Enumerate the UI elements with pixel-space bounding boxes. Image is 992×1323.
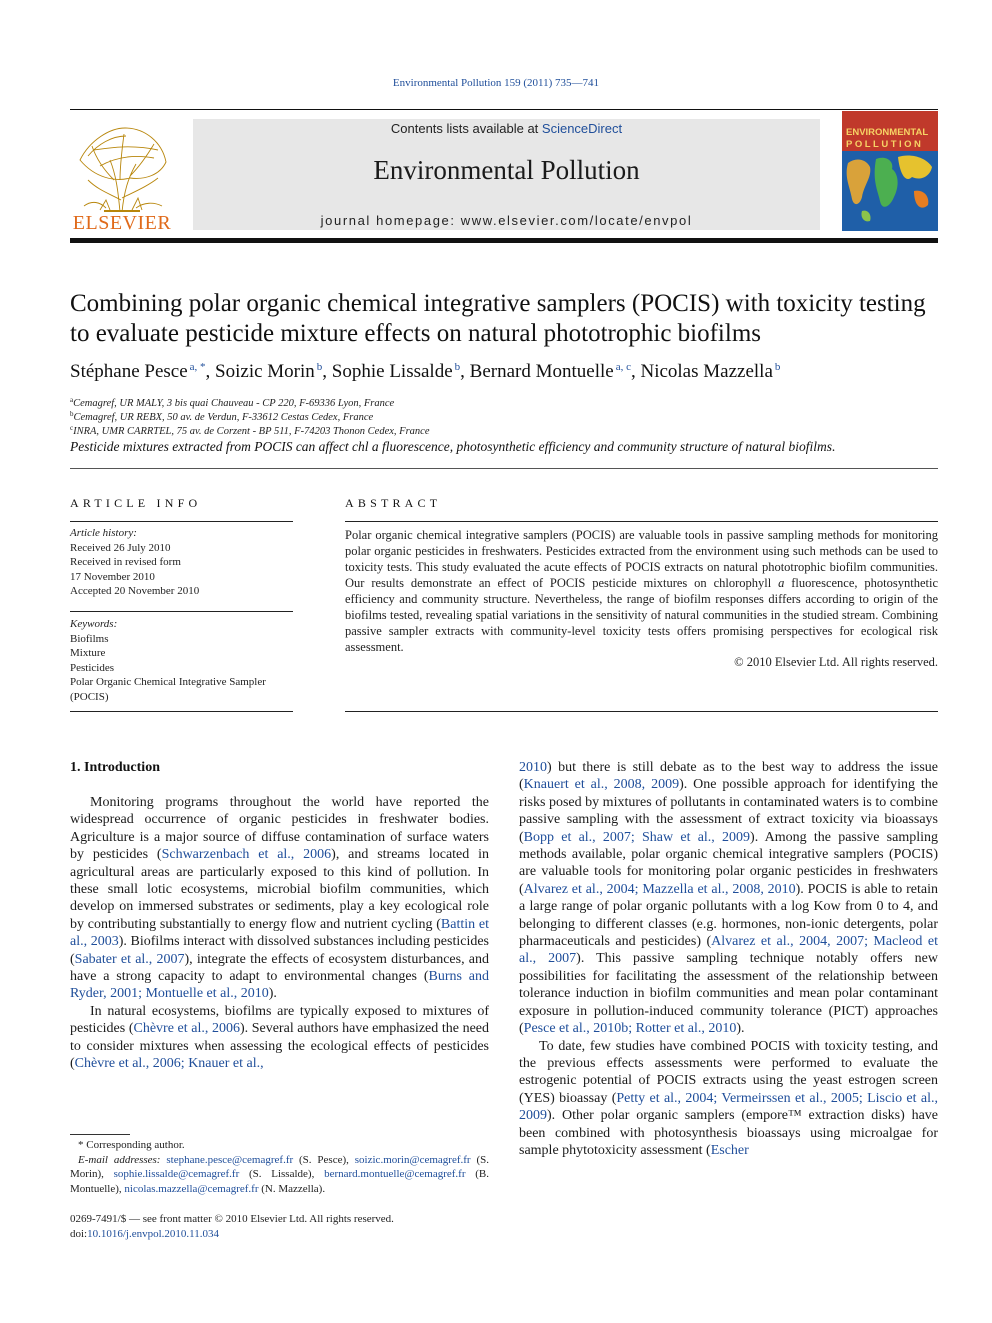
body-text: ). This passive sampling technique notably offers new possibilities for facilitating the assessment of the relationship between tolerance induction in biofilm communities and mean polar contaminant exposure in pollution-induced community tolerance (PICT) approaches ( (519, 951, 938, 1037)
corresponding-author-note: * Corresponding author. (78, 1139, 185, 1151)
email-link[interactable]: sophie.lissalde@cemagref.fr (113, 1168, 240, 1180)
affiliation-text: INRA, UMR CARRTEL, 75 av. de Corzent - BP 511, F-74203 Thonon Cedex, France (73, 426, 430, 437)
email-addresses (70, 1153, 489, 1197)
article-info-rule (70, 711, 293, 712)
email-label: E-mail addresses: (78, 1153, 161, 1166)
affiliation-b (70, 410, 940, 423)
affiliation-sup: a (70, 396, 74, 404)
journal-name: Environmental Pollution (373, 155, 640, 185)
article-highlight: Pesticide mixtures extracted from POCIS can affect chl a fluorescence, photosynthetic efficiency and community structure of natural biofilms. (70, 439, 836, 454)
journal-header-box (193, 119, 820, 230)
body-text: In natural ecosystems, biofilms are typically exposed to mixtures of pesticides ( (70, 1003, 489, 1037)
body-text: ). Other polar organic samplers (empore™ extraction disks) have been combined with photosynthesis bioassays using microalgae for sample phytotoxicity assessment ( (519, 1108, 938, 1158)
body-text: ). Several authors have emphasized the need to consider mixtures when assessing the ecological effects of pesticides ( (70, 1021, 489, 1072)
email-link[interactable]: nicolas.mazzella@cemagref.fr (124, 1182, 259, 1195)
cover-title (846, 127, 936, 151)
keyword-item: (POCIS) (70, 690, 109, 703)
author-name: Soizic Morin (215, 361, 315, 382)
body-text: ). Among the passive sampling methods available, polar organic chemical integrative samplers (POCIS) are valuable tools for monitoring polar organic pesticides in freshwaters ( (519, 829, 938, 897)
article-title: Combining polar organic chemical integrative samplers (POCIS) with toxicity testing to evaluate pesticide mixture effects on natural phototrophic biofilms (70, 290, 926, 347)
footnote-rule (70, 1134, 130, 1135)
citation-link[interactable]: Bopp et al., 2007; Shaw et al., 2009 (523, 829, 751, 845)
abstract-heading: ABSTRACT (345, 496, 442, 510)
citation-link[interactable]: Chèvre et al., 2006; Knauer et al., (74, 1056, 264, 1072)
affiliation-text: Cemagref, UR MALY, 3 bis quai Chauveau - CP 220, F-69336 Lyon, France (73, 398, 395, 409)
affiliation-text: Cemagref, UR REBX, 50 av. de Verdun, F-33612 Cestas Cedex, France (73, 412, 374, 423)
author-affiliation-sup[interactable]: a, * (189, 361, 206, 373)
body-column-right (519, 759, 938, 1159)
imprint (70, 1212, 489, 1241)
affiliation-a (70, 396, 940, 409)
email-link[interactable]: bernard.montuelle@cemagref.fr (324, 1168, 466, 1180)
affiliation-c (70, 424, 940, 437)
citation-link[interactable]: Sabater et al., 2007 (74, 951, 185, 967)
top-rule (70, 109, 938, 110)
email-owner: (S. Lissalde), (239, 1168, 325, 1180)
body-paragraph (519, 1038, 938, 1160)
footnotes (70, 1138, 489, 1196)
abstract-text (345, 527, 938, 655)
author-affiliation-sup[interactable]: b (774, 361, 781, 373)
email-owner: (N. Mazzella). (258, 1182, 326, 1195)
history-item: Accepted 20 November 2010 (70, 585, 200, 597)
citation-link[interactable]: Alvarez et al., 2004, 2007; Macleod et al., 2007 (519, 934, 938, 967)
email-owner: (S. Morin), (70, 1153, 490, 1180)
journal-reference-link[interactable]: Environmental Pollution 159 (2011) 735—741 (392, 77, 600, 89)
article-info-heading: ARTICLE INFO (70, 496, 202, 510)
keyword-item: Biofilms (70, 632, 109, 645)
author-separator: , (460, 361, 470, 382)
article-info-rule (70, 521, 293, 522)
cover-title-line1: ENVIRONMENTAL (846, 127, 929, 138)
affiliation-sup: c (70, 424, 74, 432)
body-text: To date, few studies have combined POCIS with toxicity testing, and the previous effects assessments were performed to evaluate the estrogenic potential of POCIS extracts using the yeast estrogen screen (YES) bioassay ( (519, 1038, 938, 1106)
body-text: ), integrate the effects of ecosystem disturbances, and have a strong capacity to adapt to environmental changes ( (70, 951, 489, 985)
author-affiliation-sup[interactable]: a, c (615, 361, 631, 373)
author-separator: , (630, 361, 641, 382)
citation-link[interactable]: Schwarzenbach et al., 2006 (161, 847, 332, 863)
keywords-label: Keywords: (70, 618, 118, 630)
contents-prefix: Contents lists available at (390, 121, 542, 136)
issn-line: 0269-7491/$ — see front matter © 2010 Elsevier Ltd. All rights reserved. (70, 1213, 394, 1225)
body-text: Monitoring programs throughout the world have reported the widespread occurrence of organic pesticides in freshwater bodies. Agriculture is a major source of diffuse contamination of surface waters by pesticides ( (70, 795, 489, 863)
author-affiliation-sup[interactable]: b (316, 361, 323, 373)
email-owner: (B. Montuelle), (70, 1168, 489, 1195)
author-name: Bernard Montuelle (469, 361, 614, 382)
journal-cover-image[interactable] (842, 111, 938, 231)
article-info-rule (70, 611, 293, 612)
history-item: Received in revised form (70, 556, 181, 568)
author-affiliation-sup[interactable]: b (454, 361, 461, 373)
citation-link[interactable]: Chèvre et al., 2006 (133, 1021, 240, 1037)
author-separator: , (322, 361, 332, 382)
elsevier-wordmark: ELSEVIER (72, 212, 172, 234)
citation-link[interactable]: Petty et al., 2004; Vermeirssen et al., 2005; Liscio et al., 2009 (519, 1090, 938, 1124)
email-link[interactable]: stephane.pesce@cemagref.fr (166, 1153, 294, 1166)
body-paragraph (519, 759, 938, 1038)
body-text: ). POCIS is able to retain a large range of polar organic pollutants with a log Kow from 0 to 4, and belonging to different classes (e.g. hormones, non-ionic detergents, polar pharmaceuticals and pesticides) ( (519, 881, 938, 950)
keywords (70, 617, 300, 704)
citation-link[interactable]: 2010 (519, 760, 547, 775)
elsevier-logo (70, 120, 174, 234)
body-text: ), and streams located in agricultural areas are particularly exposed to this kind of pollution. In these small lotic ecosystems, microbial biofilm communities, which develop on immersed substrates or sediments, play a key ecological role by contributing substantially to energy flow and nutrient cycling ( (70, 847, 489, 932)
citation-link[interactable]: Pesce et al., 2010b; Rotter et al., 2010 (523, 1021, 737, 1037)
keyword-item: Polar Organic Chemical Integrative Sampler (70, 676, 266, 688)
abstract-copyright: © 2010 Elsevier Ltd. All rights reserved. (734, 655, 938, 669)
author-name: Stéphane Pesce (70, 361, 188, 382)
citation-link[interactable]: Battin et al., 2003 (70, 916, 489, 950)
doi-link[interactable]: 10.1016/j.envpol.2010.11.034 (87, 1227, 220, 1240)
abstract-italic: a (778, 576, 785, 590)
citation-link[interactable]: Alvarez et al., 2004; Mazzella et al., 2008, 2010 (523, 881, 796, 897)
header-thick-rule (70, 238, 938, 243)
body-text: ). (736, 1021, 745, 1037)
doi-line (70, 1227, 489, 1242)
abstract-part: fluorescence, photosynthetic efficiency and community structure. Nevertheless, the range of biofilm responses differs according to origin of the biofilms tested, revealing spatial variations in the sensitivity of natural communities in the studied stream. Combining passive sampler extracts with community-level toxicity tests offers promising perspectives for ecological risk assessment. (345, 576, 938, 654)
citation-link[interactable]: Knauert et al., 2008, 2009 (523, 777, 680, 793)
journal-homepage-link[interactable]: journal homepage: www.elsevier.com/locate/envpol (320, 213, 693, 228)
abstract-rule (345, 521, 938, 522)
email-link[interactable]: soizic.morin@cemagref.fr (354, 1153, 471, 1166)
body-text: ). Biofilms interact with dissolved substances including pesticides ( (70, 934, 489, 967)
keyword-item: Pesticides (70, 661, 114, 674)
abstract-rule (345, 711, 938, 712)
abstract-part: Polar organic chemical integrative samplers (POCIS) are valuable tools in passive sampling methods for monitoring polar organic pesticides in freshwaters. Pesticides extracted from the environment using such methods can be used to toxicity tests. This study evaluated the acute effects of POCIS extracts on natural phototrophic biofilm communities. Our results demonstrate an effect of POCIS pesticide mixtures on chlorophyll (345, 528, 938, 590)
author-list (70, 361, 940, 383)
body-paragraph (70, 794, 489, 1003)
author-name: Sophie Lissalde (331, 361, 453, 382)
author-name: Nicolas Mazzella (640, 361, 773, 382)
body-column-left (70, 794, 489, 1073)
body-paragraph (70, 1003, 489, 1073)
citation-link[interactable]: Escher (710, 1142, 749, 1158)
history-item: Received 26 July 2010 (70, 541, 171, 554)
citation-link[interactable]: Burns and Ryder, 2001; Montuelle et al., 2010 (70, 969, 489, 1002)
email-owner: (S. Pesce), (293, 1153, 355, 1166)
history-item: 17 November 2010 (70, 570, 155, 583)
history-label: Article history: (70, 527, 137, 539)
doi-prefix: doi: (70, 1227, 88, 1240)
affiliation-sup: b (70, 410, 74, 418)
contents-line (193, 121, 820, 136)
keyword-item: Mixture (70, 647, 106, 659)
section-rule (70, 468, 938, 469)
cover-title-line2: POLLUTION (846, 139, 924, 150)
body-text: ) but there is still debate as to the best way to address the issue ( (519, 760, 938, 793)
body-text: ). (268, 986, 277, 1002)
body-text: ). One possible approach for identifying the risks posed by mixtures of pollutants in contaminated waters is to combine passive sampling with the assessment of extract toxicity via bioassays ( (519, 777, 938, 845)
article-history (70, 526, 300, 599)
introduction-heading: 1. Introduction (70, 760, 160, 775)
sciencedirect-link[interactable]: ScienceDirect (541, 121, 623, 136)
author-separator: , (205, 361, 216, 382)
